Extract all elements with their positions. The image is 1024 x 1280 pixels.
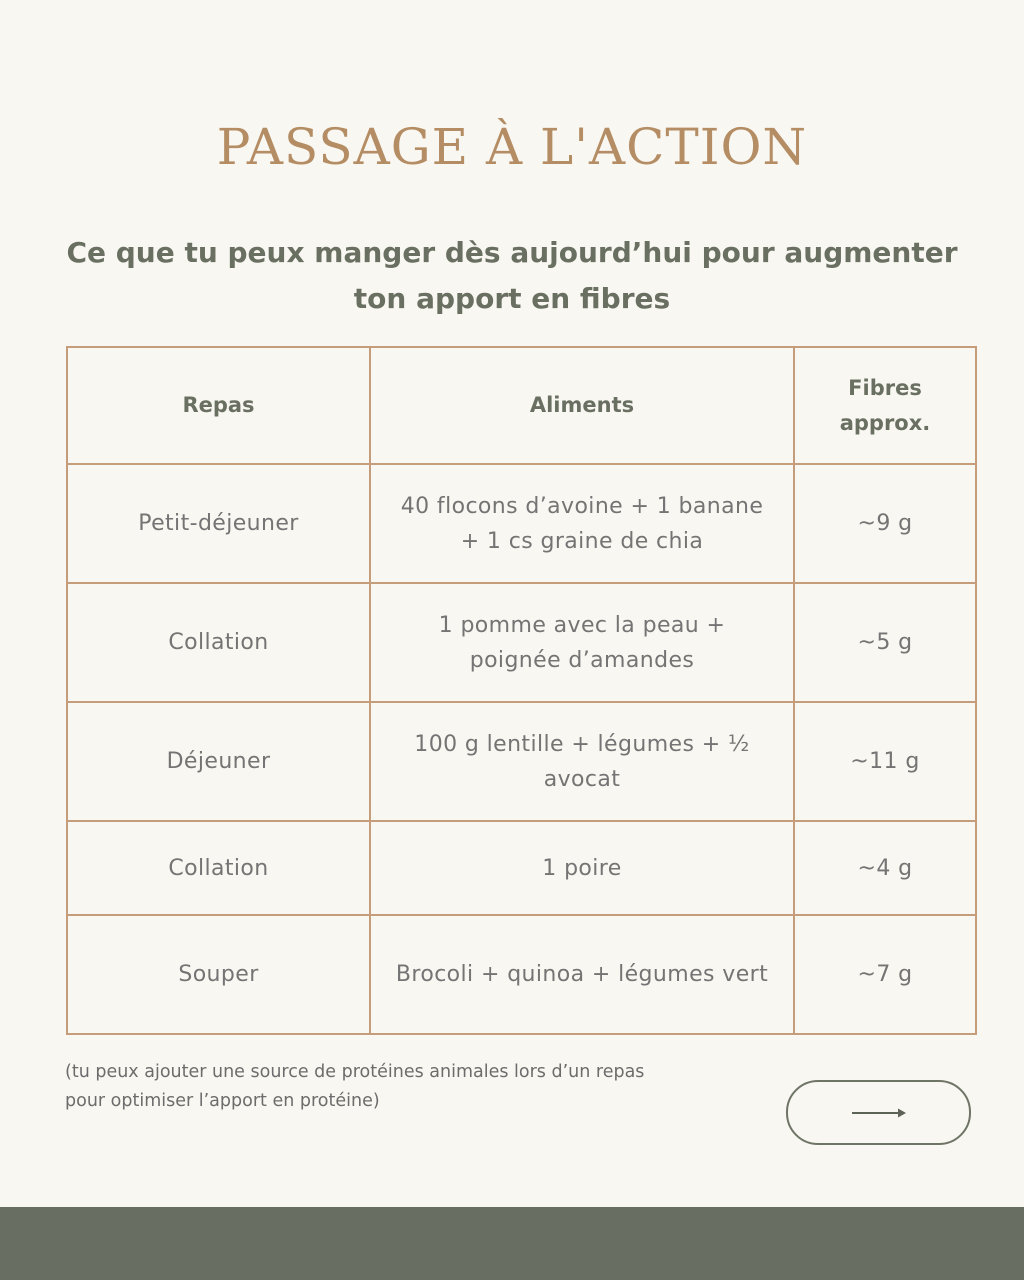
page-subtitle: Ce que tu peux manger dès aujourd’hui pour augmenter ton apport en fibres bbox=[66, 236, 958, 315]
footer-bar bbox=[0, 1207, 1024, 1280]
cell-fibres: ~7 g bbox=[794, 915, 976, 1034]
cell-fibres: ~4 g bbox=[794, 821, 976, 915]
table-row bbox=[67, 702, 976, 821]
cell-aliments: 40 flocons d’avoine + 1 banane + 1 cs graine de chia bbox=[370, 464, 794, 583]
table-row bbox=[67, 821, 976, 915]
table-row bbox=[67, 583, 976, 702]
table-row bbox=[67, 915, 976, 1034]
cell-aliments: Brocoli + quinoa + légumes vert bbox=[370, 915, 794, 1034]
cell-fibres: ~9 g bbox=[794, 464, 976, 583]
cell-aliments: 100 g lentille + légumes + ½ avocat bbox=[370, 702, 794, 821]
next-button[interactable] bbox=[786, 1080, 971, 1145]
cell-repas: Collation bbox=[67, 583, 370, 702]
cell-repas: Déjeuner bbox=[67, 702, 370, 821]
footnote: (tu peux ajouter une source de protéines animales lors d’un repas pour optimiser l’apport en protéine) bbox=[65, 1062, 645, 1111]
cell-repas: Souper bbox=[67, 915, 370, 1034]
table-header-row bbox=[67, 347, 976, 464]
cell-repas: Petit-déjeuner bbox=[67, 464, 370, 583]
column-header-fibres: Fibres approx. bbox=[794, 347, 976, 464]
arrow-right-icon bbox=[851, 1107, 907, 1119]
table-row bbox=[67, 464, 976, 583]
cell-fibres: ~5 g bbox=[794, 583, 976, 702]
page-title: PASSAGE À L'ACTION bbox=[216, 118, 808, 176]
cell-repas: Collation bbox=[67, 821, 370, 915]
fiber-table bbox=[66, 346, 977, 1035]
cell-fibres: ~11 g bbox=[794, 702, 976, 821]
column-header-aliments: Aliments bbox=[370, 347, 794, 464]
cell-aliments: 1 poire bbox=[370, 821, 794, 915]
cell-aliments: 1 pomme avec la peau + poignée d’amandes bbox=[370, 583, 794, 702]
column-header-repas: Repas bbox=[67, 347, 370, 464]
